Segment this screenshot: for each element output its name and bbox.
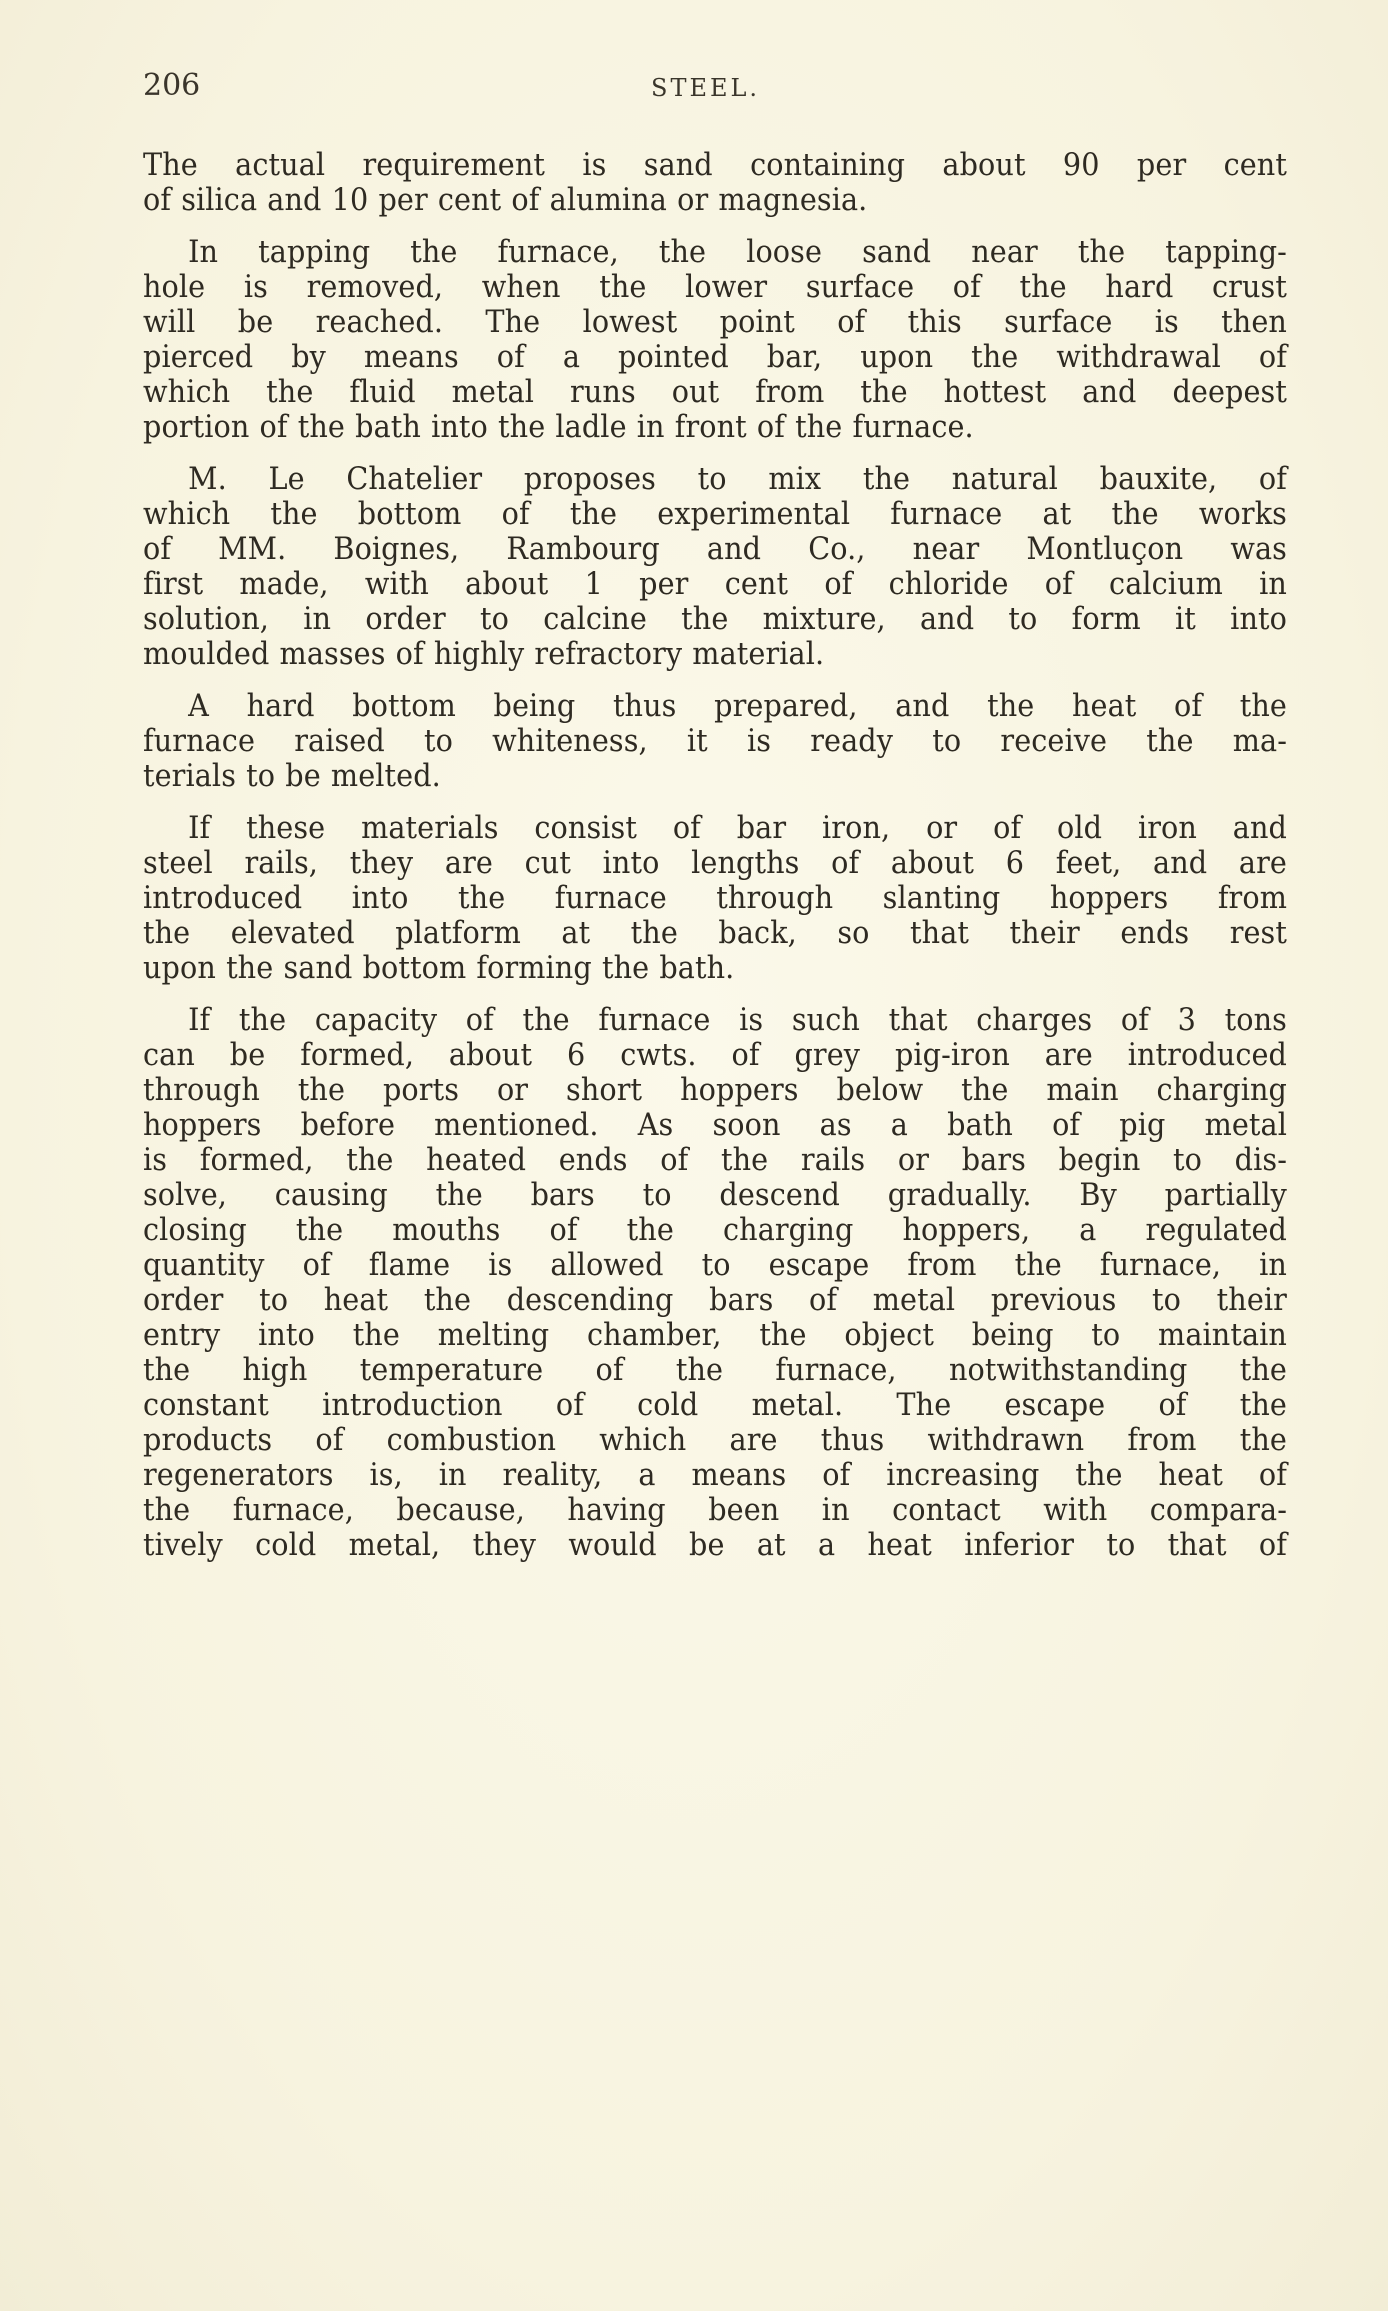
text-line: the furnace, because, having been in contact with compara- [143, 1493, 1287, 1528]
text-line: tively cold metal, they would be at a heat inferior to that of [143, 1528, 1287, 1563]
text-line: will be reached. The lowest point of this surface is then [143, 305, 1287, 340]
text-line: The actual requirement is sand containing about 90 per cent [143, 148, 1287, 183]
text-line: regenerators is, in reality, a means of increasing the heat of [143, 1458, 1287, 1493]
text-line: which the bottom of the experimental furnace at the works [143, 497, 1287, 532]
text-line: In tapping the furnace, the loose sand near the tapping- [188, 235, 1287, 270]
text-line: order to heat the descending bars of metal previous to their [143, 1283, 1287, 1318]
text-line: hole is removed, when the lower surface of the hard crust [143, 270, 1287, 305]
paragraph [143, 148, 1287, 218]
text-line: quantity of flame is allowed to escape from the furnace, in [143, 1248, 1287, 1283]
text-line: the high temperature of the furnace, notwithstanding the [143, 1353, 1287, 1388]
text-line: solve, causing the bars to descend gradually. By partially [143, 1178, 1287, 1213]
text-line: If the capacity of the furnace is such that charges of 3 tons [188, 1003, 1287, 1038]
text-line: the elevated platform at the back, so that their ends rest [143, 916, 1287, 951]
text-line: of silica and 10 per cent of alumina or magnesia. [143, 183, 868, 218]
text-line: portion of the bath into the ladle in front of the furnace. [143, 410, 974, 445]
text-line: closing the mouths of the charging hoppers, a regulated [143, 1213, 1287, 1248]
running-head-title: STEEL. [651, 74, 761, 102]
paragraph [143, 462, 1287, 672]
text-line: of MM. Boignes, Rambourg and Co., near Montluçon was [143, 532, 1287, 567]
paragraph [143, 1003, 1287, 1563]
text-line: entry into the melting chamber, the object being to maintain [143, 1318, 1287, 1353]
text-line: introduced into the furnace through slanting hoppers from [143, 881, 1287, 916]
text-line: products of combustion which are thus withdrawn from the [143, 1423, 1287, 1458]
text-line: upon the sand bottom forming the bath. [143, 951, 735, 986]
text-line: steel rails, they are cut into lengths of about 6 feet, and are [143, 846, 1287, 881]
page-number: 206 [143, 68, 201, 103]
text-line: furnace raised to whiteness, it is ready to receive the ma- [143, 724, 1287, 759]
text-line: terials to be melted. [143, 759, 441, 794]
text-line: solution, in order to calcine the mixture, and to form it into [143, 602, 1287, 637]
text-line: hoppers before mentioned. As soon as a bath of pig metal [143, 1108, 1287, 1143]
paragraph [143, 811, 1287, 986]
text-line: constant introduction of cold metal. The escape of the [143, 1388, 1287, 1423]
text-line: through the ports or short hoppers below the main charging [143, 1073, 1287, 1108]
text-line: first made, with about 1 per cent of chloride of calcium in [143, 567, 1287, 602]
paragraph [143, 689, 1287, 794]
text-line: A hard bottom being thus prepared, and the heat of the [188, 689, 1287, 724]
text-line: moulded masses of highly refractory material. [143, 637, 825, 672]
text-line: M. Le Chatelier proposes to mix the natural bauxite, of [188, 462, 1287, 497]
paragraph [143, 235, 1287, 445]
text-line: pierced by means of a pointed bar, upon the withdrawal of [143, 340, 1287, 375]
text-line: can be formed, about 6 cwts. of grey pig-iron are introduced [143, 1038, 1287, 1073]
running-head [143, 68, 1287, 112]
body-text [143, 148, 1287, 1580]
text-line: which the fluid metal runs out from the hottest and deepest [143, 375, 1287, 410]
text-line: If these materials consist of bar iron, or of old iron and [188, 811, 1287, 846]
text-line: is formed, the heated ends of the rails or bars begin to dis- [143, 1143, 1287, 1178]
